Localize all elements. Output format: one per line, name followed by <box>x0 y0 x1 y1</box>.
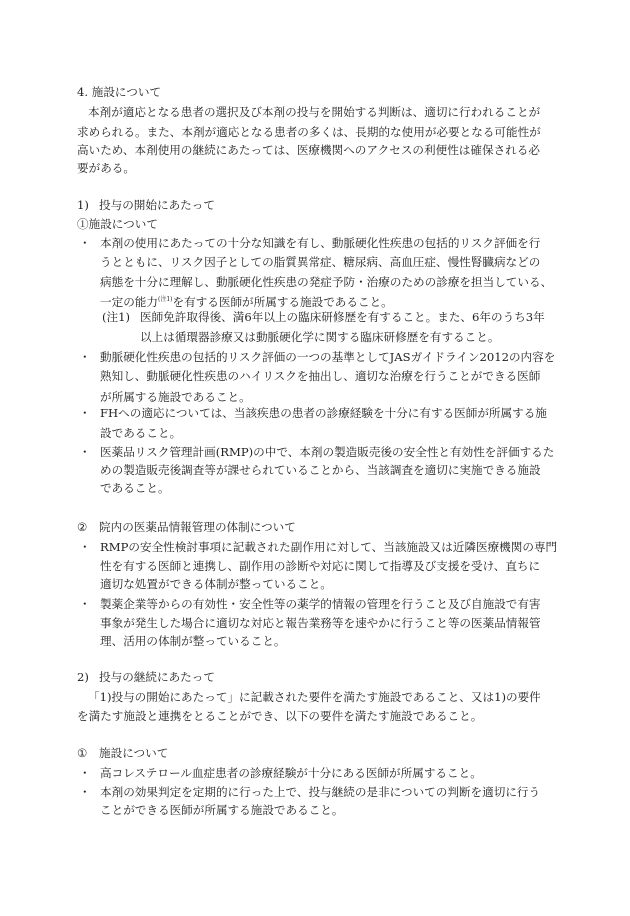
bullet-icon: ・ <box>79 350 91 364</box>
intro-line: 高いため、本剤使用の継続にあたっては、医療機関へのアクセスの利便性は確保される必 <box>77 143 540 157</box>
intro-line: 本剤が適応となる患者の選択及び本剤の投与を開始する判断は、適切に行われることが <box>88 105 541 119</box>
bullet-line <box>100 293 393 309</box>
text: を有する医師が所属する施設であること。 <box>172 295 393 309</box>
bullet-icon: ・ <box>79 597 91 611</box>
bullet-line: 本剤の使用にあたっての十分な知識を有し、動脈硬化性疾患の包括的リスク評価を行 <box>100 236 541 250</box>
bullet-line: RMPの安全性検討事項に記載された副作用に対して、当該施設又は近隣医療機関の専門 <box>100 540 558 554</box>
bullet-line: 製薬企業等からの有効性・安全性等の薬学的情報の管理を行うこと及び自施設で有害 <box>100 597 541 611</box>
section-title: 4. 施設について <box>77 85 162 99</box>
bullet-line: 設であること。 <box>100 426 182 440</box>
bullet-icon: ・ <box>79 236 91 250</box>
bullet-line: 熟知し、動脈硬化性疾患のハイリスクを抽出し、適切な治療を行うことができる医師 <box>100 369 541 383</box>
text: 一定の能力 <box>100 295 158 309</box>
bullet-line: 性を有する医師と連携し、副作用の診断や対応に関して指導及び支援を受け、直ちに <box>100 559 541 573</box>
bullet-line: ことができる医師が所属する施設であること。 <box>100 803 344 817</box>
bullet-icon: ・ <box>79 406 91 420</box>
subheading: 院内の医薬品情報管理の体制について <box>99 520 296 534</box>
intro-line: 求められる。また、本剤が適応となる患者の多くは、長期的な使用が必要となる可能性が <box>77 125 541 139</box>
subheading: ①施設について <box>77 217 158 231</box>
para-line: 「1)投与の開始にあたって」に記載された要件を満たす施設であること、又は1)の要件 <box>88 690 541 704</box>
subheading-num: ① <box>77 746 88 760</box>
bullet-icon: ・ <box>79 766 91 780</box>
bullet-line: 理、活用の体制が整っていること。 <box>100 634 286 648</box>
subheading: 施設について <box>99 746 169 760</box>
bullet-line: 病態を十分に理解し、動脈硬化性疾患の発症予防・治療のための診療を担当している、 <box>100 275 553 289</box>
heading-title: 投与の継続にあたって <box>99 670 215 684</box>
bullet-line: 適切な処置ができる体制が整っていること。 <box>100 577 332 591</box>
para-line: を満たす施設と連携をとることができ、以下の要件を満たす施設であること。 <box>77 709 483 723</box>
bullet-line: であること。 <box>100 481 170 495</box>
heading-num: 1) <box>77 198 89 212</box>
bullet-line: 医薬品リスク管理計画(RMP)の中で、本剤の製造販売後の安全性と有効性を評価するた <box>100 445 555 459</box>
heading-title: 投与の開始にあたって <box>99 198 215 212</box>
bullet-icon: ・ <box>79 445 91 459</box>
subheading-num: ② <box>77 520 88 534</box>
bullet-line: 事象が発生した場合に適切な対応と報告業務等を速やかに行うこと等の医薬品情報管 <box>100 616 541 630</box>
note-line: 以上は循環器診療又は動脈硬化学に関する臨床研修歴を有すること。 <box>140 330 500 344</box>
note-label: (注1) <box>102 310 131 324</box>
intro-line: 要がある。 <box>77 161 135 175</box>
footnote-ref: (注1) <box>157 296 173 303</box>
note-line: 医師免許取得後、満6年以上の臨床研修歴を有すること。また、6年のうち3年 <box>140 310 545 324</box>
bullet-icon: ・ <box>79 540 91 554</box>
heading-num: 2) <box>77 670 89 684</box>
bullet-line: うとともに、リスク因子としての脂質異常症、糖尿病、高血圧症、慢性腎臓病などの <box>100 255 541 269</box>
bullet-icon: ・ <box>79 785 91 799</box>
bullet-line: FHへの適応については、当該疾患の患者の診療経験を十分に有する医師が所属する施 <box>100 406 547 420</box>
bullet-line: 高コレステロール血症患者の診療経験が十分にある医師が所属すること。 <box>100 766 482 780</box>
bullet-line: 動脈硬化性疾患の包括的リスク評価の一つの基準としてJASガイドライン2012の内容を <box>100 350 556 364</box>
bullet-line: が所属する施設であること。 <box>100 390 251 404</box>
bullet-line: 本剤の効果判定を定期的に行った上で、投与継続の是非についての判断を適切に行う <box>100 785 541 799</box>
bullet-line: めの製造販売後調査等が課せられていることから、当該調査を適切に実施できる施設 <box>100 463 541 477</box>
